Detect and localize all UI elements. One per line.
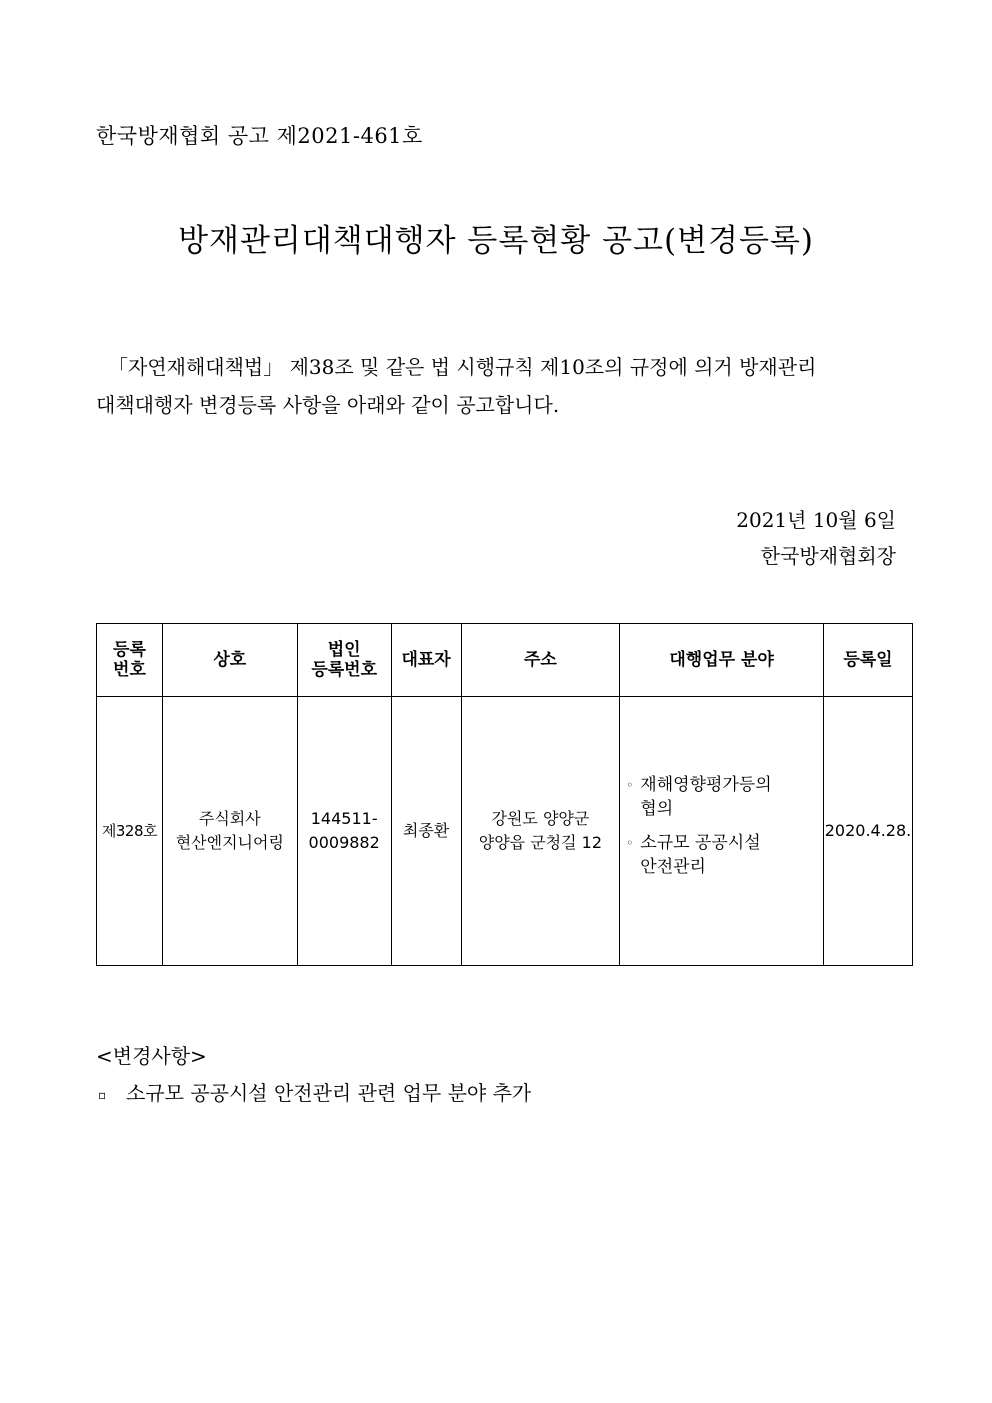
cell-fields <box>620 697 824 966</box>
bullet-icon: ◦ <box>626 778 634 792</box>
field-line1: 소규모 공공시설 <box>640 833 761 853</box>
square-bullet-icon: ▫ <box>98 1087 107 1102</box>
cell-reg-no: 제328호 <box>97 697 163 966</box>
header-corp-no-line1: 법인 <box>327 640 361 660</box>
cell-representative: 최종환 <box>391 697 461 966</box>
body-line-1: 「자연재해대책법」 제38조 및 같은 법 시행규칙 제10조의 규정에 의거 방재관리 <box>108 355 817 379</box>
address-line2: 양양읍 군청길 12 <box>478 833 603 852</box>
cell-address <box>461 697 620 966</box>
header-address: 주소 <box>461 624 620 697</box>
cell-corp-no <box>297 697 391 966</box>
field-item <box>626 773 823 821</box>
cell-company <box>162 697 297 966</box>
body-paragraph <box>96 348 896 424</box>
address-line1: 강원도 양양군 <box>491 809 590 828</box>
corp-no-line1: 144511- <box>310 809 378 828</box>
changes-heading: <변경사항> <box>96 1044 207 1068</box>
notice-number: 한국방재협회 공고 제2021-461호 <box>96 124 423 148</box>
field-line1: 재해영향평가등의 <box>640 775 772 795</box>
header-company: 상호 <box>162 624 297 697</box>
header-reg-date: 등록일 <box>823 624 912 697</box>
field-text <box>640 831 823 879</box>
header-reg-no-line2: 번호 <box>113 660 146 680</box>
header-representative: 대표자 <box>391 624 461 697</box>
header-reg-no-line1: 등록 <box>113 640 146 660</box>
cell-reg-date: 2020.4.28. <box>823 697 912 966</box>
field-text <box>640 773 823 821</box>
changes-item-text: 소규모 공공시설 안전관리 관련 업무 분야 추가 <box>126 1081 532 1105</box>
field-item <box>626 831 823 879</box>
corp-no-line2: 0009882 <box>308 833 380 852</box>
registration-table <box>96 623 913 966</box>
header-corp-no <box>297 624 391 697</box>
notice-date: 2021년 10월 6일 <box>736 508 896 532</box>
header-reg-no <box>97 624 163 697</box>
changes-item <box>98 1077 531 1106</box>
company-line2: 현산엔지니어링 <box>175 833 284 852</box>
field-line2: 안전관리 <box>640 857 706 877</box>
header-fields: 대행업무 분야 <box>620 624 824 697</box>
document-title: 방재관리대책대행자 등록현황 공고(변경등록) <box>178 223 814 259</box>
table-header-row <box>97 624 913 697</box>
header-corp-no-line2: 등록번호 <box>311 660 378 680</box>
field-line2: 협의 <box>640 799 674 819</box>
table-row <box>97 697 913 966</box>
signer: 한국방재협회장 <box>760 544 896 568</box>
company-line1: 주식회사 <box>198 809 261 828</box>
field-list <box>620 773 823 879</box>
bullet-icon: ◦ <box>626 836 634 850</box>
body-line-2: 대책대행자 변경등록 사항을 아래와 같이 공고합니다. <box>96 393 560 417</box>
